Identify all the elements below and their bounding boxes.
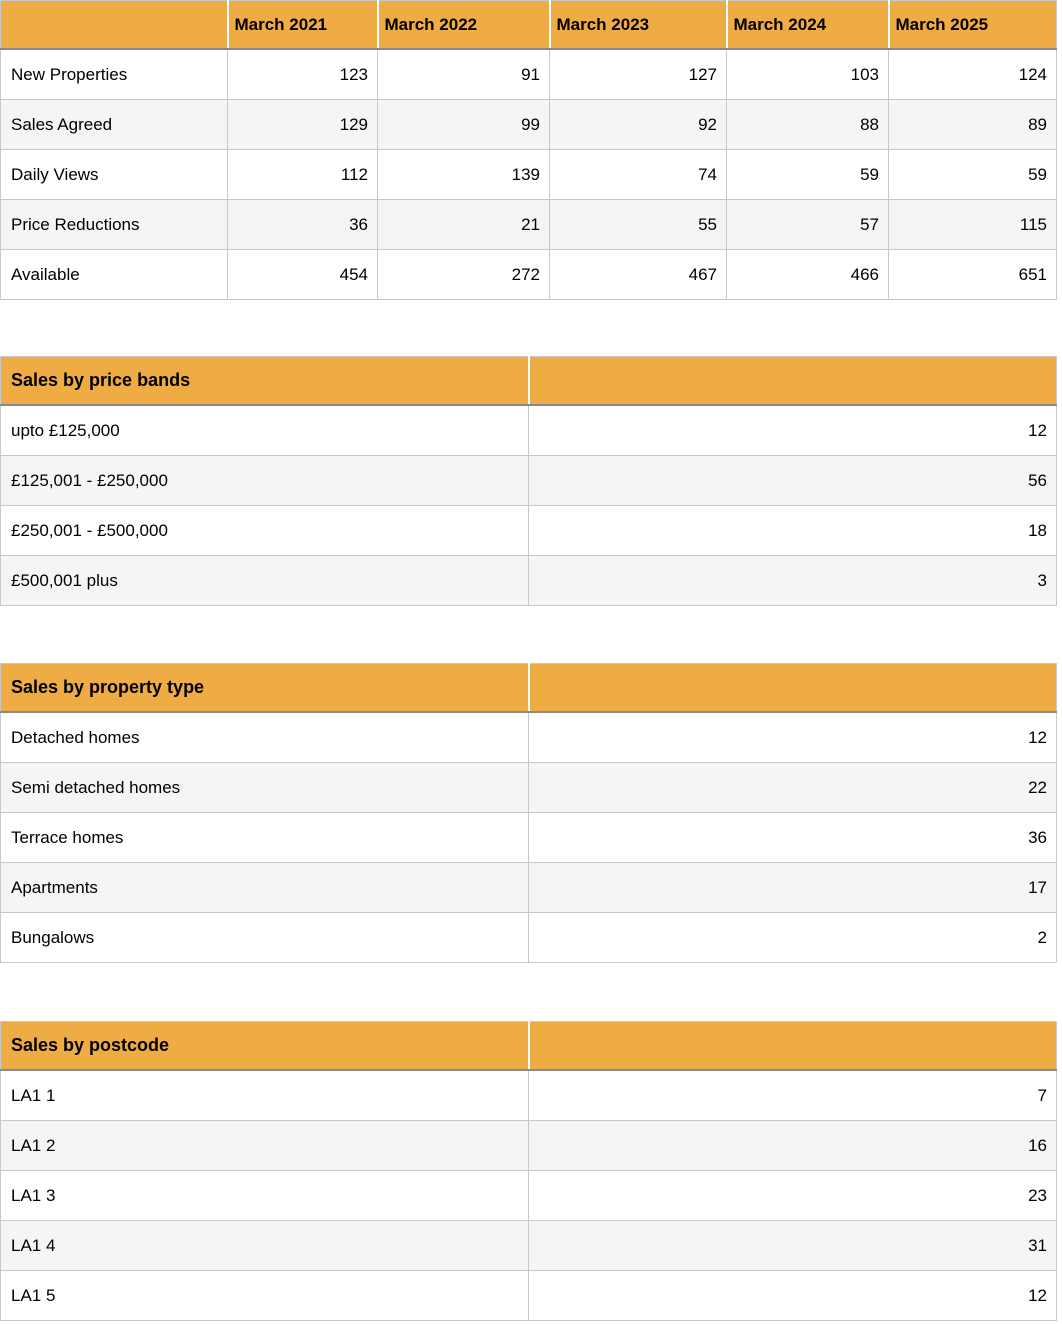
row-label: Terrace homes <box>1 813 529 863</box>
row-la1-5 <box>1 1271 1057 1321</box>
value-cell: 18 <box>529 506 1057 556</box>
value-cell: 12 <box>529 712 1057 763</box>
row-price-band-2 <box>1 456 1057 506</box>
section-title: Sales by property type <box>1 664 529 713</box>
row-price-band-1 <box>1 405 1057 456</box>
value-cell: 99 <box>378 100 550 150</box>
section-title: Sales by price bands <box>1 357 529 406</box>
value-cell: 22 <box>529 763 1057 813</box>
value-cell: 139 <box>378 150 550 200</box>
row-label: Apartments <box>1 863 529 913</box>
row-apartments <box>1 863 1057 913</box>
monthly-stats-table <box>0 0 1057 300</box>
section-title: Sales by postcode <box>1 1022 529 1071</box>
value-cell: 23 <box>529 1171 1057 1221</box>
row-label: £500,001 plus <box>1 556 529 606</box>
value-cell: 21 <box>378 200 550 250</box>
value-cell: 88 <box>727 100 889 150</box>
row-label: LA1 4 <box>1 1221 529 1271</box>
row-price-reductions <box>1 200 1057 250</box>
value-cell: 31 <box>529 1221 1057 1271</box>
value-cell: 127 <box>550 49 727 100</box>
value-cell: 36 <box>228 200 378 250</box>
column-header-march-2024: March 2024 <box>727 1 889 50</box>
value-cell: 89 <box>889 100 1057 150</box>
section-header-row <box>1 664 1057 713</box>
corner-header-cell <box>1 1 228 50</box>
row-label: LA1 1 <box>1 1070 529 1121</box>
row-label: Daily Views <box>1 150 228 200</box>
value-cell: 92 <box>550 100 727 150</box>
row-label: Price Reductions <box>1 200 228 250</box>
value-cell: 56 <box>529 456 1057 506</box>
value-cell: 454 <box>228 250 378 300</box>
value-cell: 36 <box>529 813 1057 863</box>
column-header-march-2021: March 2021 <box>228 1 378 50</box>
row-label: £125,001 - £250,000 <box>1 456 529 506</box>
row-label: Bungalows <box>1 913 529 963</box>
row-new-properties <box>1 49 1057 100</box>
value-cell: 7 <box>529 1070 1057 1121</box>
value-cell: 12 <box>529 1271 1057 1321</box>
value-cell: 129 <box>228 100 378 150</box>
value-cell: 17 <box>529 863 1057 913</box>
row-daily-views <box>1 150 1057 200</box>
row-terrace-homes <box>1 813 1057 863</box>
section-header-row <box>1 1022 1057 1071</box>
value-cell: 467 <box>550 250 727 300</box>
blank-header-cell <box>529 1022 1057 1071</box>
value-cell: 103 <box>727 49 889 100</box>
row-sales-agreed <box>1 100 1057 150</box>
sales-by-property-type-table <box>0 663 1057 963</box>
value-cell: 466 <box>727 250 889 300</box>
row-label: LA1 5 <box>1 1271 529 1321</box>
column-header-march-2023: March 2023 <box>550 1 727 50</box>
value-cell: 112 <box>228 150 378 200</box>
column-header-march-2025: March 2025 <box>889 1 1057 50</box>
row-label: Detached homes <box>1 712 529 763</box>
value-cell: 124 <box>889 49 1057 100</box>
row-available <box>1 250 1057 300</box>
value-cell: 74 <box>550 150 727 200</box>
value-cell: 12 <box>529 405 1057 456</box>
value-cell: 272 <box>378 250 550 300</box>
value-cell: 2 <box>529 913 1057 963</box>
row-la1-1 <box>1 1070 1057 1121</box>
sales-by-price-bands-table <box>0 356 1057 606</box>
row-detached-homes <box>1 712 1057 763</box>
column-header-march-2022: March 2022 <box>378 1 550 50</box>
row-semi-detached-homes <box>1 763 1057 813</box>
row-label: New Properties <box>1 49 228 100</box>
row-label: Available <box>1 250 228 300</box>
row-bungalows <box>1 913 1057 963</box>
value-cell: 651 <box>889 250 1057 300</box>
value-cell: 3 <box>529 556 1057 606</box>
value-cell: 123 <box>228 49 378 100</box>
row-la1-4 <box>1 1221 1057 1271</box>
row-la1-3 <box>1 1171 1057 1221</box>
sales-by-postcode-table <box>0 1021 1057 1321</box>
value-cell: 59 <box>727 150 889 200</box>
row-la1-2 <box>1 1121 1057 1171</box>
row-label: £250,001 - £500,000 <box>1 506 529 556</box>
row-label: Semi detached homes <box>1 763 529 813</box>
row-price-band-3 <box>1 506 1057 556</box>
row-label: Sales Agreed <box>1 100 228 150</box>
row-price-band-4 <box>1 556 1057 606</box>
blank-header-cell <box>529 357 1057 406</box>
monthly-header-row <box>1 1 1057 50</box>
blank-header-cell <box>529 664 1057 713</box>
row-label: upto £125,000 <box>1 405 529 456</box>
row-label: LA1 2 <box>1 1121 529 1171</box>
value-cell: 115 <box>889 200 1057 250</box>
value-cell: 55 <box>550 200 727 250</box>
row-label: LA1 3 <box>1 1171 529 1221</box>
value-cell: 91 <box>378 49 550 100</box>
value-cell: 57 <box>727 200 889 250</box>
value-cell: 59 <box>889 150 1057 200</box>
section-header-row <box>1 357 1057 406</box>
value-cell: 16 <box>529 1121 1057 1171</box>
